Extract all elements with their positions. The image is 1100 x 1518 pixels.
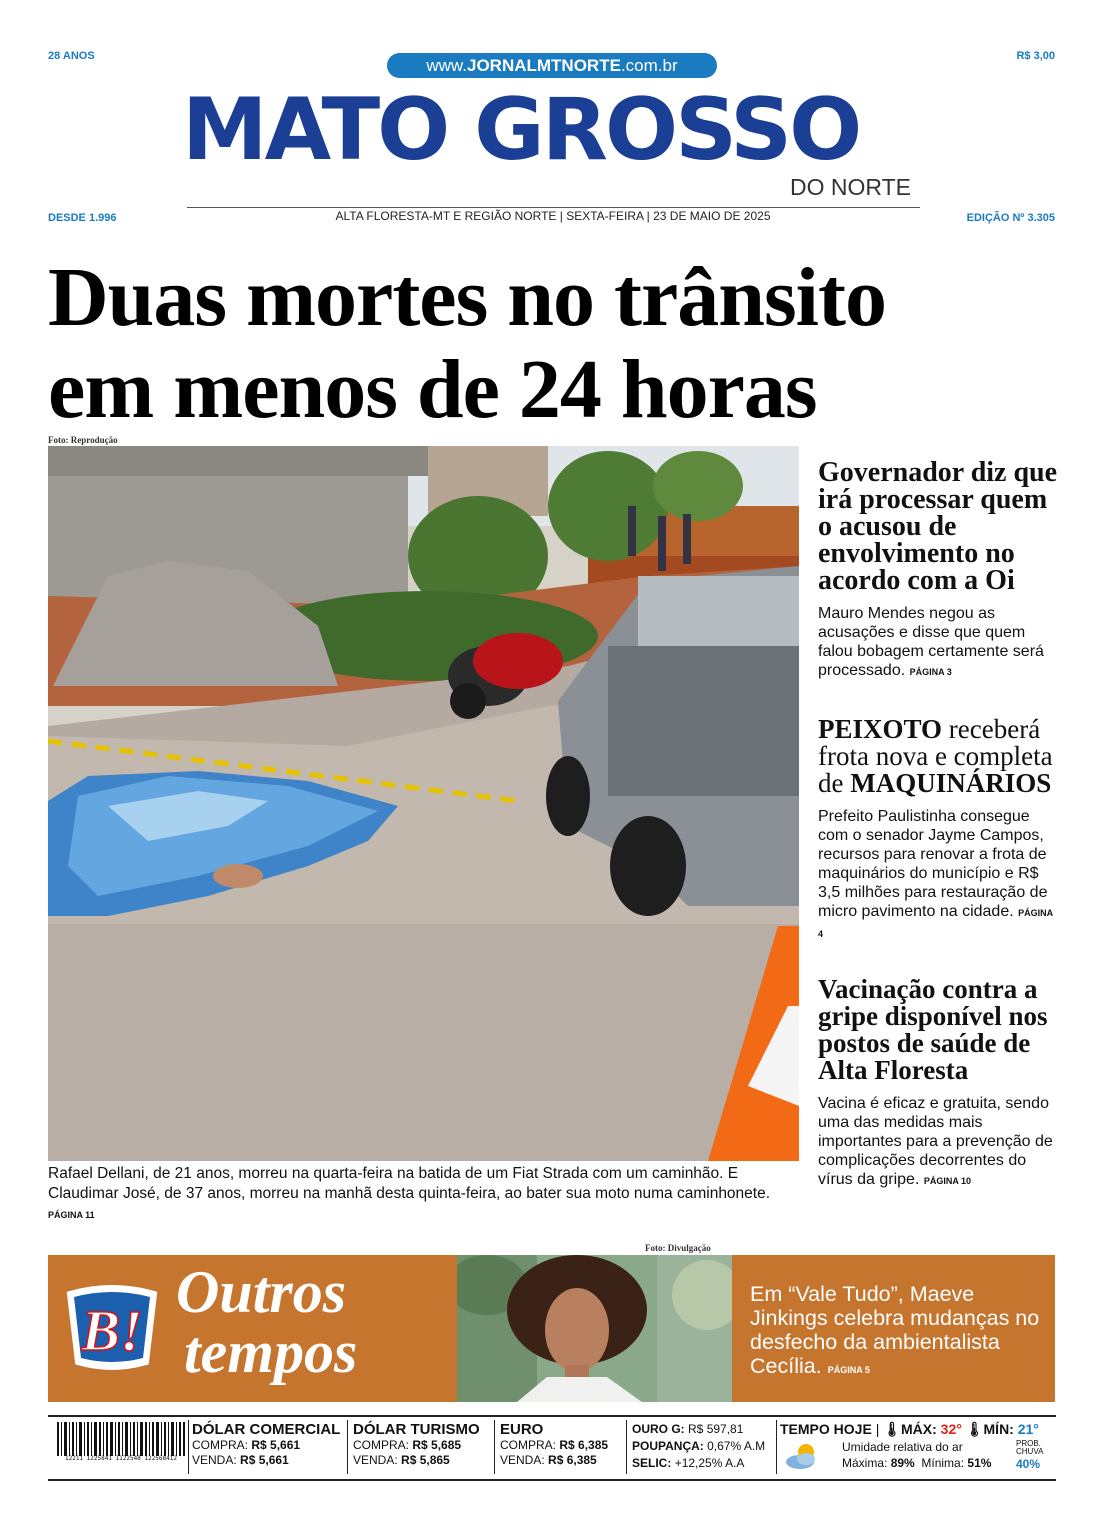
- dolar-turismo-block: DÓLAR TURISMO COMPRA: R$ 5,685 VENDA: R$ 5,865: [353, 1421, 480, 1467]
- band-photo: [457, 1255, 732, 1402]
- caption-text: Rafael Dellani, de 21 anos, morreu na quarta-feira na batida de um Fiat Strada com um caminhão. E Claudimar José, de 37 anos, morreu na manhã desta quinta-feira, ao bater sua moto numa caminhonete.: [48, 1165, 771, 1202]
- years-label: 28 ANOS: [48, 50, 95, 62]
- weather-block: TEMPO HOJE | 🌡MÁX: 32° 🌡MÍN: 21° Umidade relativa do ar Máxima: 89% Mínima: 51% PROB. CHUVA 40%: [780, 1421, 1044, 1471]
- photo-credit: Foto: Reprodução: [48, 435, 118, 445]
- main-photo: [48, 446, 799, 1161]
- euro-block: EURO COMPRA: R$ 6,385 VENDA: R$ 6,385: [500, 1421, 609, 1467]
- masthead-divider: [187, 207, 920, 208]
- ticker-divider: [188, 1420, 189, 1474]
- side-story-page-ref[interactable]: PÁGINA 4: [818, 908, 1053, 939]
- ticker-divider: [347, 1420, 348, 1474]
- band-title-line-1: Outros: [176, 1259, 347, 1325]
- dolar-comercial-label: DÓLAR COMERCIAL: [192, 1421, 341, 1438]
- caption-page-ref[interactable]: PÁGINA 11: [48, 1210, 95, 1220]
- side-story-headline: Governador diz que irá processar quem o acusou de envolvimento no acordo com a Oi: [818, 457, 1058, 596]
- rain-probability: 40%: [1016, 1457, 1041, 1471]
- price-label: R$ 3,00: [1016, 50, 1055, 62]
- side-story-page-ref[interactable]: PÁGINA 10: [923, 1176, 972, 1186]
- sun-cloud-icon: [784, 1441, 822, 1471]
- euro-label: EURO: [500, 1421, 544, 1438]
- side-story-body: Vacina é eficaz e gratuita, sendo uma das medidas mais importantes para a prevenção de complicações decorrentes do vírus da gripe. PÁGINA 10: [818, 1095, 1053, 1188]
- side-story-headline: Vacinação contra a gripe disponível nos postos de saúde de Alta Floresta: [818, 974, 1048, 1085]
- side-story-peixoto[interactable]: [818, 716, 1058, 944]
- band-text: Em “Vale Tudo”, Maeve Jinkings celebra mudanças no desfecho da ambientalista Cecília. PÁGINA 5: [750, 1282, 1040, 1378]
- dolar-comercial-block: DÓLAR COMERCIAL COMPRA: R$ 5,661 VENDA: R$ 5,661: [192, 1421, 341, 1467]
- temp-min: 21°: [1017, 1421, 1039, 1437]
- barcode: [57, 1422, 185, 1464]
- band-title-line-2: tempos: [184, 1319, 358, 1385]
- main-headline[interactable]: [48, 252, 1058, 436]
- masthead-title: MATO GROSSO: [182, 80, 860, 180]
- website-url[interactable]: www.JORNALMTNORTE.com.br: [387, 53, 717, 78]
- dateline: ALTA FLORESTA-MT E REGIÃO NORTE | SEXTA-FEIRA | 23 DE MAIO DE 2025: [335, 209, 771, 223]
- temp-max: 32°: [940, 1421, 962, 1437]
- thermometer-icon: 🌡: [883, 1421, 901, 1437]
- accident-scene-illustration: [48, 446, 799, 1161]
- since-label: DESDE 1.996: [48, 212, 117, 224]
- thermometer-icon: 🌡: [965, 1421, 984, 1437]
- rates-block: OURO G: R$ 597,81 POUPANÇA: 0,67% A.M SELIC: +12,25% A.A: [632, 1422, 766, 1470]
- side-story-page-ref[interactable]: PÁGINA 3: [909, 667, 952, 677]
- ticker-divider: [494, 1420, 495, 1474]
- side-story-body: Prefeito Paulistinha consegue com o senador Jayme Campos, recursos para renovar a frota de maquinários do município e R$ 3,5 milhões para restauração de micro pavimento na cidade. PÁGINA 4: [818, 808, 1053, 939]
- ticker-divider: [626, 1420, 627, 1474]
- headline-line-2: em menos de 24 horas: [48, 343, 817, 436]
- barcode-number: 12211 1225841 1122548 122568412: [65, 1455, 177, 1462]
- humidity-label: Umidade relativa do ar: [842, 1440, 963, 1454]
- weather-label: TEMPO HOJE: [780, 1421, 872, 1437]
- band-page-ref[interactable]: PÁGINA 5: [827, 1365, 870, 1375]
- ticker-divider: [776, 1420, 777, 1474]
- side-story-governador[interactable]: [818, 459, 1058, 682]
- headline-line-1: Duas mortes no trânsito: [48, 251, 886, 344]
- masthead-subtitle: DO NORTE: [790, 174, 911, 200]
- band-photo-credit: Foto: Divulgação: [645, 1243, 711, 1253]
- b-logo: [66, 1284, 158, 1374]
- side-story-vacinacao[interactable]: [818, 976, 1058, 1191]
- main-caption: [48, 1164, 800, 1225]
- rain-label: PROB. CHUVA: [1016, 1439, 1044, 1456]
- side-story-body: Mauro Mendes negou as acusações e disse que quem falou bobagem certamente será processado. PÁGINA 3: [818, 605, 1044, 679]
- edition-label: EDIÇÃO Nº 3.305: [966, 212, 1055, 224]
- side-story-headline: PEIXOTO receberá frota nova e completa de MAQUINÁRIOS: [818, 714, 1053, 798]
- band-title: [176, 1259, 358, 1385]
- svg-text:B!: B!: [81, 1298, 143, 1363]
- dolar-turismo-label: DÓLAR TURISMO: [353, 1421, 480, 1438]
